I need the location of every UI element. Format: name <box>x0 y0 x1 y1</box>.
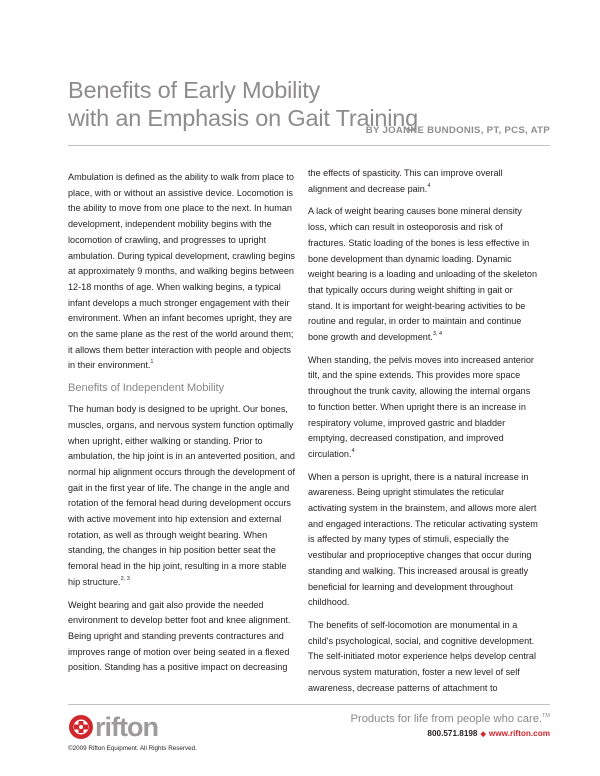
paragraph-text: The human body is designed to be upright. Our bones, muscles, organs, and nervous system function optimally when upright, either walking or standing. Prior to ambulation, the hip joint is in an anteverted position, and normal hip alignment occurs through the development of gait in the first year of life. The change in the angle and rotation of the femoral head during development occurs with active movement into hip extension and external rotation, as well as through weight bearing. When standing, the changes in hip position better seat the femoral head in the hip joint, resulting in a more stable hip structure. <box>68 404 295 587</box>
title-line-2: with an Emphasis on Gait Training <box>68 104 418 131</box>
reference-marker: 4 <box>351 447 355 454</box>
paragraph-self-locomotion <box>308 618 538 697</box>
paragraph-spasticity <box>308 166 538 197</box>
paragraph-upright-body <box>68 402 296 590</box>
diamond-separator-icon: ◆ <box>480 731 486 738</box>
paragraph-text: A lack of weight bearing causes bone mineral density loss, which can result in osteoporosis and risk of fractures. Static loading of the bones is less effective in bone development than dynamic loading. Dynamic weight bearing is a loading and unloading of the skeleton that typically occurs during weight shifting in gait or stand. It is important for weight-bearing activities to be routine and regular, in order to maintain and continue bone growth and development. <box>308 206 538 343</box>
trademark-mark: TM <box>542 713 550 719</box>
reference-marker: 3, 4 <box>432 331 443 338</box>
paragraph-weight-bearing <box>68 598 296 677</box>
brand-wordmark: rifton <box>95 712 158 742</box>
rifton-logo-icon <box>68 712 94 742</box>
reference-marker: 4 <box>427 182 431 189</box>
phone-number: 800.571.8198 <box>427 729 478 738</box>
title-line-1: Benefits of Early Mobility <box>68 76 321 103</box>
tagline-text: Products for life from people who care. <box>350 713 543 725</box>
paragraph-text: When standing, the pelvis moves into increased anterior tilt, and the spine extends. This provides more space throughout the trunk cavity, allowing the internal organs to function better. When upright there is an increase in respiratory volume, improved gastric and bladder emptying, decreased constipation, and improved circulation. <box>308 354 534 459</box>
website-link[interactable]: www.rifton.com <box>488 729 550 738</box>
article-title <box>68 76 548 132</box>
reference-marker: 2, 3 <box>120 575 130 582</box>
paragraph-text: Weight bearing and gait also provide the needed environment to develop better foot and knee alignment. Being upright and standing prevents contractures and improves range of motion over being seated in a flexed position. Standing has a positive impact on decreasing <box>68 599 291 673</box>
paragraph-text: When a person is upright, there is a natural increase in awareness. Being upright stimulates the reticular activating system in the brainstem, and allows more alert and engaged interactions. The reticular activating system is affected by many types of stimuli, especially the vestibular and proprioceptive changes that occur during standing and walking. This increased arousal is greatly beneficial for learning and development throughout childhood. <box>308 471 538 608</box>
header-divider <box>68 145 550 146</box>
paragraph-pelvis <box>308 353 538 463</box>
paragraph-bone-density <box>308 204 538 345</box>
paragraph-awareness <box>308 470 538 611</box>
paragraph-text: the effects of spasticity. This can improve overall alignment and decrease pain. <box>308 168 503 194</box>
left-column <box>68 170 296 683</box>
footer-tagline <box>351 713 550 725</box>
paragraph-text: The benefits of self-locomotion are monumental in a child's psychological, social, and cognitive development. The self-initiated motor experience helps develop central nervous system maturation, foster a new level of self awareness, decrease patterns of attachment to <box>308 619 536 693</box>
author-byline: BY JOANNE BUNDONIS, PT, PCS, ATP <box>365 125 550 136</box>
paragraph-text: Ambulation is defined as the ability to walk from place to place, with or without an assistive device. Locomotion is the ability to move from one place to the next. In human development, independent mobility begins with the locomotion of crawling, and progresses to upright ambulation. During typical development, crawling begins at approximately 9 months, and walking begins between 12-18 months of age. When walking begins, a typical infant develops a much stronger engagement with their environment. When an infant becomes upright, they are on the same plane as the rest of the world around them; it allows them better interaction with people and objects in their environment. <box>68 172 295 371</box>
copyright-notice: ©2009 Rifton Equipment. All Rights Reserved. <box>68 745 197 752</box>
footer-contact <box>427 729 550 738</box>
rifton-logo <box>68 712 218 742</box>
section-heading: Benefits of Independent Mobility <box>68 382 225 395</box>
footer-divider <box>68 704 550 705</box>
paragraph-ambulation <box>68 170 296 374</box>
reference-marker: 1 <box>150 359 154 366</box>
right-column <box>308 166 538 704</box>
